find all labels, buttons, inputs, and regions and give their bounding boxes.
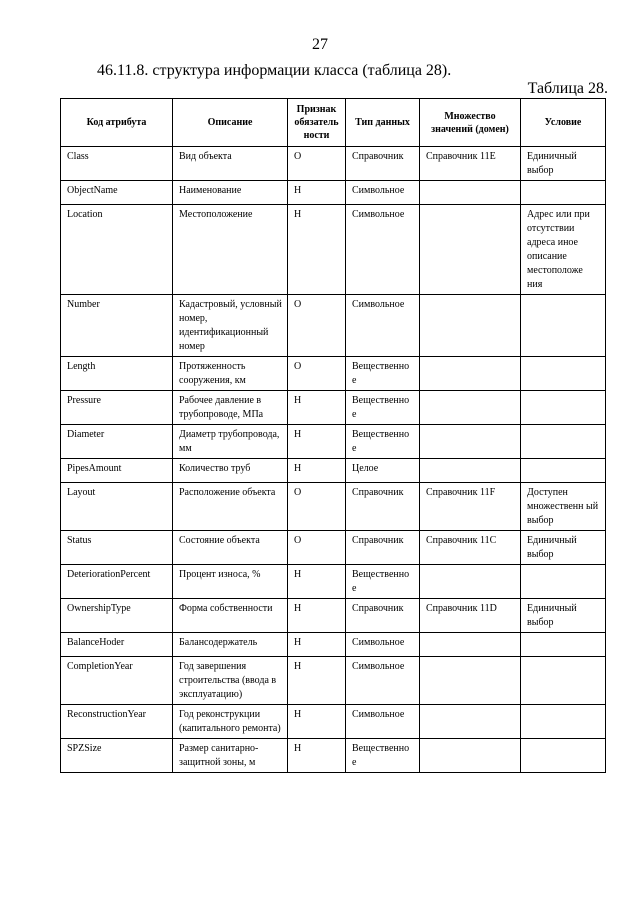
cell-attribute-code: PipesAmount (61, 459, 173, 483)
table-row (61, 181, 606, 205)
cell-value-domain (420, 657, 521, 705)
cell-attribute-code: SPZSize (61, 739, 173, 773)
table-row (61, 459, 606, 483)
table-row (61, 425, 606, 459)
cell-condition (521, 705, 606, 739)
table-row (61, 295, 606, 357)
cell-data-type: Целое (346, 459, 420, 483)
cell-condition (521, 357, 606, 391)
table-row (61, 565, 606, 599)
header-condition: Условие (521, 99, 606, 147)
cell-data-type: Вещественно е (346, 357, 420, 391)
cell-attribute-code: ObjectName (61, 181, 173, 205)
cell-value-domain (420, 705, 521, 739)
cell-mandatory-flag: О (288, 147, 346, 181)
cell-value-domain: Справочник 11С (420, 531, 521, 565)
cell-data-type: Символьное (346, 705, 420, 739)
cell-description: Протяженность сооружения, км (173, 357, 288, 391)
cell-condition (521, 425, 606, 459)
header-description: Описание (173, 99, 288, 147)
cell-data-type: Символьное (346, 181, 420, 205)
cell-condition (521, 565, 606, 599)
cell-value-domain (420, 459, 521, 483)
cell-data-type: Символьное (346, 295, 420, 357)
cell-mandatory-flag: О (288, 357, 346, 391)
cell-data-type: Вещественно е (346, 391, 420, 425)
cell-condition: Единичный выбор (521, 147, 606, 181)
cell-value-domain (420, 739, 521, 773)
cell-condition: Единичный выбор (521, 599, 606, 633)
cell-condition: Доступен множественн ый выбор (521, 483, 606, 531)
cell-condition: Адрес или при отсутствии адреса иное описание местоположе ния (521, 205, 606, 295)
cell-attribute-code: Pressure (61, 391, 173, 425)
cell-mandatory-flag: О (288, 295, 346, 357)
attribute-structure-table (60, 98, 606, 773)
cell-description: Местоположение (173, 205, 288, 295)
cell-value-domain (420, 425, 521, 459)
table-row (61, 205, 606, 295)
cell-mandatory-flag: Н (288, 425, 346, 459)
cell-value-domain (420, 295, 521, 357)
cell-mandatory-flag: Н (288, 739, 346, 773)
cell-data-type: Символьное (346, 633, 420, 657)
cell-condition (521, 391, 606, 425)
cell-condition (521, 459, 606, 483)
cell-data-type: Символьное (346, 657, 420, 705)
cell-value-domain (420, 633, 521, 657)
cell-mandatory-flag: Н (288, 599, 346, 633)
table-row (61, 599, 606, 633)
table-caption: Таблица 28. (527, 80, 608, 97)
cell-description: Балансодержатель (173, 633, 288, 657)
cell-description: Рабочее давление в трубопроводе, МПа (173, 391, 288, 425)
cell-mandatory-flag: Н (288, 181, 346, 205)
cell-data-type: Символьное (346, 205, 420, 295)
cell-condition (521, 633, 606, 657)
cell-data-type: Справочник (346, 599, 420, 633)
cell-data-type: Справочник (346, 147, 420, 181)
header-data-type: Тип данных (346, 99, 420, 147)
cell-attribute-code: Location (61, 205, 173, 295)
cell-description: Форма собственности (173, 599, 288, 633)
cell-mandatory-flag: Н (288, 657, 346, 705)
cell-value-domain (420, 565, 521, 599)
cell-condition: Единичный выбор (521, 531, 606, 565)
cell-description: Размер санитарно-защитной зоны, м (173, 739, 288, 773)
cell-value-domain (420, 391, 521, 425)
cell-attribute-code: Class (61, 147, 173, 181)
header-attribute-code: Код атрибута (61, 99, 173, 147)
table-row (61, 739, 606, 773)
cell-description: Год реконструкции (капитального ремонта) (173, 705, 288, 739)
header-value-domain: Множество значений (домен) (420, 99, 521, 147)
cell-attribute-code: Diameter (61, 425, 173, 459)
cell-data-type: Справочник (346, 483, 420, 531)
cell-attribute-code: DeteriorationPercent (61, 565, 173, 599)
cell-value-domain (420, 357, 521, 391)
cell-value-domain: Справочник 11Е (420, 147, 521, 181)
cell-mandatory-flag: Н (288, 705, 346, 739)
table-row (61, 633, 606, 657)
cell-data-type: Вещественно е (346, 739, 420, 773)
cell-description: Наименование (173, 181, 288, 205)
cell-condition (521, 739, 606, 773)
cell-description: Вид объекта (173, 147, 288, 181)
cell-data-type: Вещественно е (346, 565, 420, 599)
cell-attribute-code: Status (61, 531, 173, 565)
cell-description: Количество труб (173, 459, 288, 483)
section-heading: 46.11.8. структура информации класса (таблица 28). (97, 62, 452, 79)
cell-attribute-code: CompletionYear (61, 657, 173, 705)
cell-condition (521, 657, 606, 705)
cell-mandatory-flag: О (288, 483, 346, 531)
cell-mandatory-flag: О (288, 531, 346, 565)
cell-description: Состояние объекта (173, 531, 288, 565)
cell-value-domain: Справочник 11D (420, 599, 521, 633)
cell-value-domain (420, 205, 521, 295)
cell-description: Кадастровый, условный номер, идентификационный номер (173, 295, 288, 357)
cell-attribute-code: Length (61, 357, 173, 391)
table-row (61, 705, 606, 739)
table-row (61, 483, 606, 531)
table-row (61, 147, 606, 181)
cell-data-type: Справочник (346, 531, 420, 565)
table-row (61, 531, 606, 565)
cell-mandatory-flag: Н (288, 633, 346, 657)
cell-mandatory-flag: Н (288, 391, 346, 425)
table-body (61, 147, 606, 773)
table-row (61, 657, 606, 705)
cell-description: Расположение объекта (173, 483, 288, 531)
cell-description: Год завершения строительства (ввода в эксплуатацию) (173, 657, 288, 705)
cell-attribute-code: Layout (61, 483, 173, 531)
cell-attribute-code: Number (61, 295, 173, 357)
cell-attribute-code: ReconstructionYear (61, 705, 173, 739)
cell-mandatory-flag: Н (288, 205, 346, 295)
cell-data-type: Вещественно е (346, 425, 420, 459)
table-row (61, 357, 606, 391)
cell-mandatory-flag: Н (288, 565, 346, 599)
cell-value-domain: Справочник 11F (420, 483, 521, 531)
cell-value-domain (420, 181, 521, 205)
cell-description: Диаметр трубопровода, мм (173, 425, 288, 459)
cell-attribute-code: OwnershipType (61, 599, 173, 633)
page-number: 27 (312, 36, 328, 53)
cell-condition (521, 295, 606, 357)
table-row (61, 391, 606, 425)
table-header-row (61, 99, 606, 147)
header-mandatory-flag: Признак обязатель ности (288, 99, 346, 147)
cell-condition (521, 181, 606, 205)
cell-description: Процент износа, % (173, 565, 288, 599)
cell-attribute-code: BalanceHoder (61, 633, 173, 657)
cell-mandatory-flag: Н (288, 459, 346, 483)
